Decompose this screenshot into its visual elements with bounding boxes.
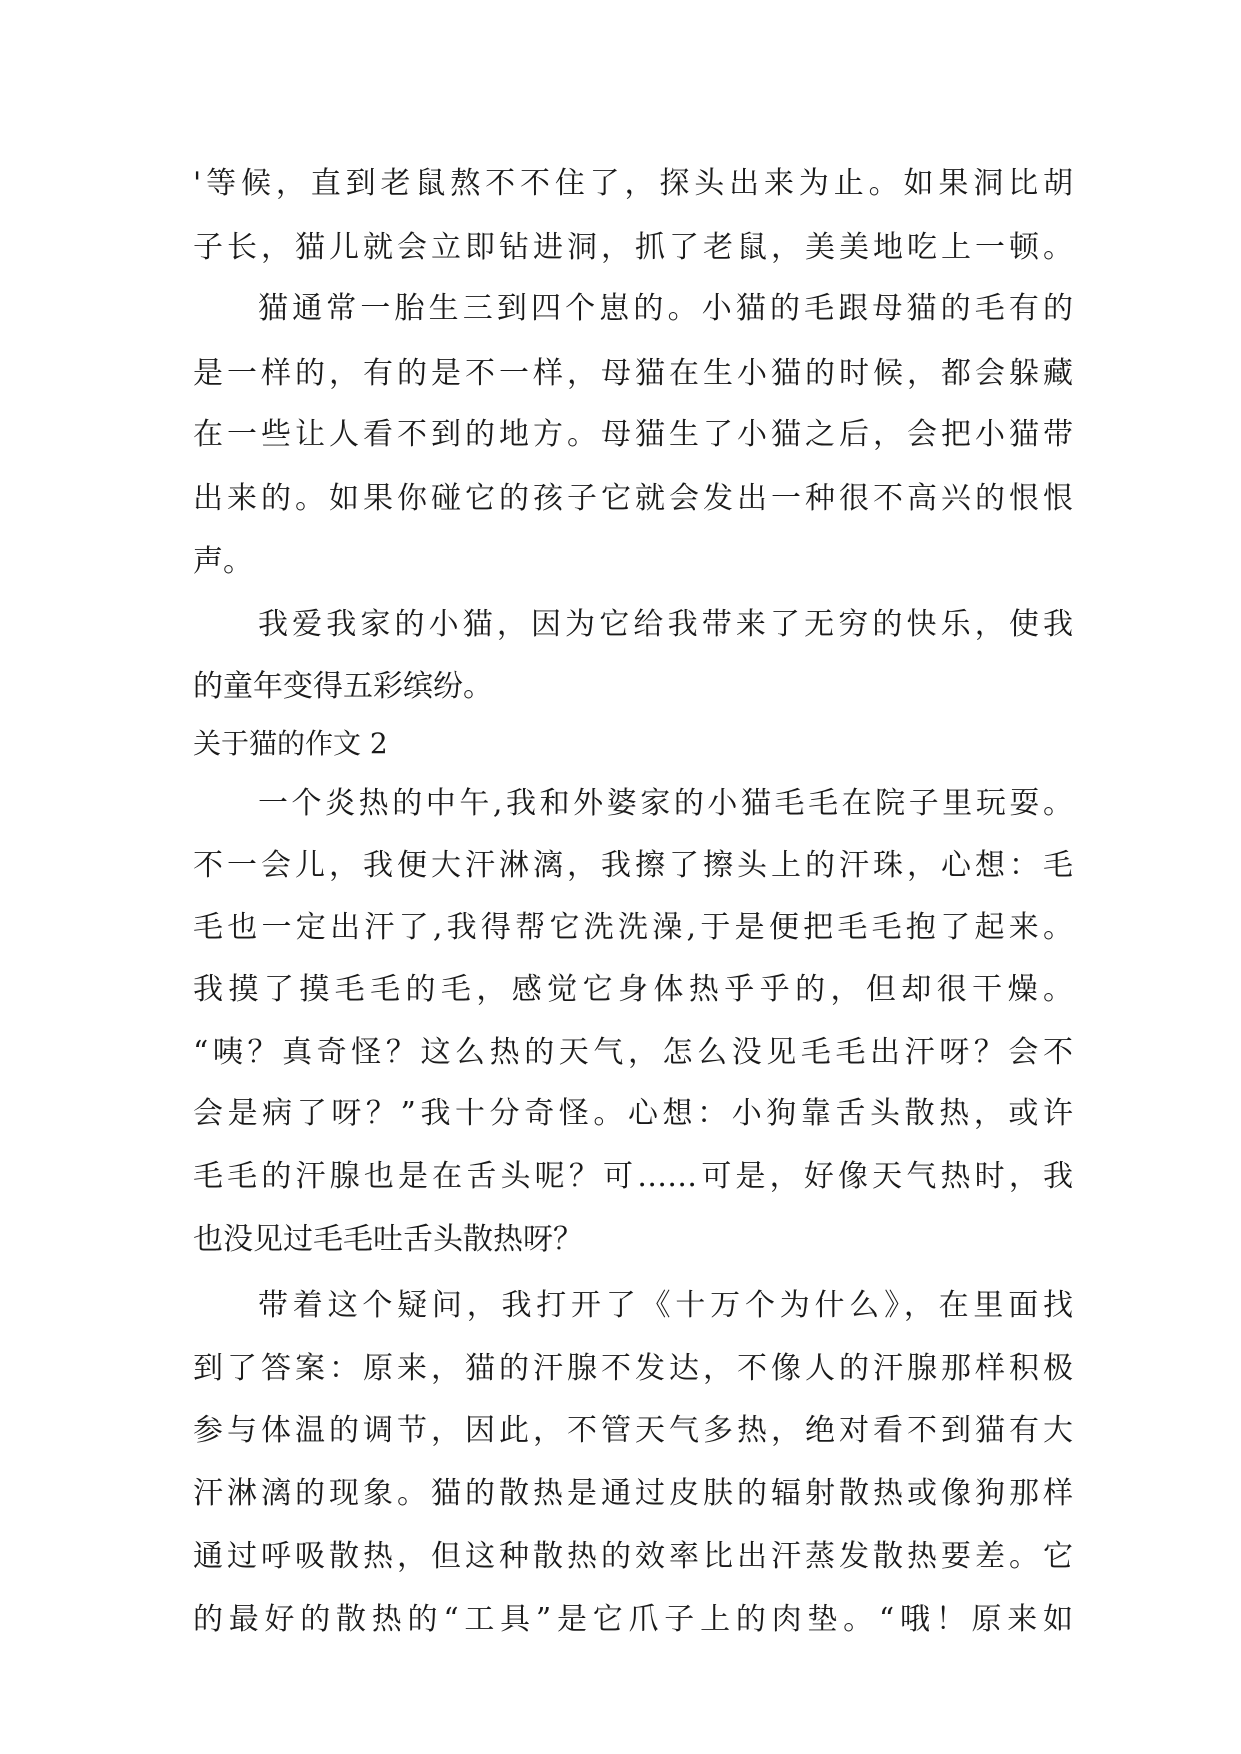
paragraph-first-line: 带着这个疑问，我打开了《十万个为什么》，在里面找	[258, 1288, 1073, 1323]
text-line: 不一会儿，我便大汗淋漓，我擦了擦头上的汗珠，心想：毛	[193, 848, 1073, 883]
text-line: 也没见过毛毛吐舌头散热呀？	[193, 1222, 583, 1257]
paragraph-first-line: 我爱我家的小猫，因为它给我带来了无穷的快乐，使我	[258, 607, 1073, 642]
text-line: 的最好的散热的“工具”是它爪子上的肉垫。“哦！原来如	[193, 1602, 1073, 1637]
text-line: 参与体温的调节，因此，不管天气多热，绝对看不到猫有大	[193, 1413, 1073, 1448]
text-line: 声。	[193, 544, 253, 579]
paragraph-first-line: 猫通常一胎生三到四个崽的。小猫的毛跟母猫的毛有的	[258, 291, 1073, 326]
text-line: 的童年变得五彩缤纷。	[193, 669, 493, 704]
paragraph-first-line: 一个炎热的中午,我和外婆家的小猫毛毛在院子里玩耍。	[258, 786, 1073, 821]
text-line: 出来的。如果你碰它的孩子它就会发出一种很不高兴的恨恨	[193, 481, 1073, 516]
text-line: “咦？真奇怪？这么热的天气，怎么没见毛毛出汗呀？会不	[193, 1035, 1073, 1070]
text-line: 我摸了摸毛毛的毛，感觉它身体热乎乎的，但却很干燥。	[193, 972, 1073, 1007]
text-line: 通过呼吸散热，但这种散热的效率比出汗蒸发散热要差。它	[193, 1539, 1073, 1574]
text-line: 在一些让人看不到的地方。母猫生了小猫之后，会把小猫带	[193, 417, 1073, 452]
text-line: 毛毛的汗腺也是在舌头呢？可……可是，好像天气热时，我	[193, 1159, 1073, 1194]
section-heading: 关于猫的作文 2	[193, 727, 388, 760]
text-line: 汗淋漓的现象。猫的散热是通过皮肤的辐射散热或像狗那样	[193, 1476, 1073, 1511]
text-line: 子长，猫儿就会立即钻进洞，抓了老鼠，美美地吃上一顿。	[193, 230, 1073, 265]
text-line: '等候，直到老鼠熬不不住了，探头出来为止。如果洞比胡	[193, 166, 1073, 201]
text-line: 到了答案：原来，猫的汗腺不发达，不像人的汗腺那样积极	[193, 1351, 1073, 1386]
text-line: 会是病了呀？”我十分奇怪。心想：小狗靠舌头散热，或许	[193, 1096, 1073, 1131]
text-line: 毛也一定出汗了,我得帮它洗洗澡,于是便把毛毛抱了起来。	[193, 910, 1073, 945]
text-line: 是一样的，有的是不一样，母猫在生小猫的时候，都会躲藏	[193, 356, 1073, 391]
